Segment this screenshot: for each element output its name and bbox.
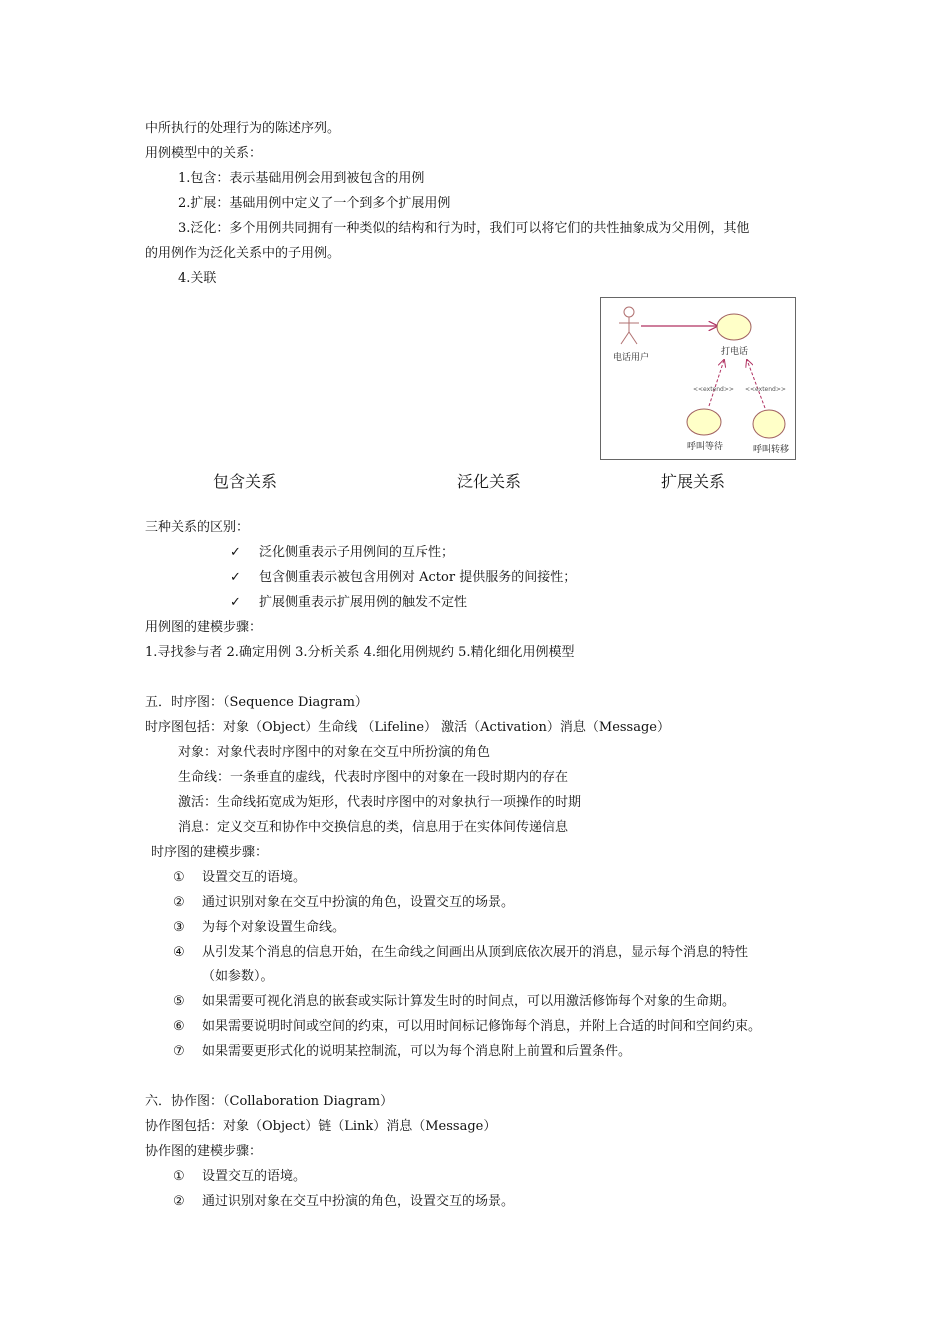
actor-label: 电话用户 xyxy=(613,353,650,363)
check-item: 泛化侧重表示子用例间的互斥性； xyxy=(259,545,455,560)
extend-arrow-left xyxy=(709,360,724,406)
check-icon: ✓ xyxy=(230,545,241,560)
step-number: ⑦ xyxy=(173,1044,185,1059)
section-heading: 六．协作图：（Collaboration Diagram） xyxy=(145,1094,394,1109)
step-text: 为每个对象设置生命线。 xyxy=(202,920,346,935)
step-number: ① xyxy=(173,870,185,885)
step-number: ⑤ xyxy=(173,994,185,1009)
step-number: ④ xyxy=(173,945,185,960)
text-line: 三种关系的区别： xyxy=(145,520,250,535)
step-number: ② xyxy=(173,1194,185,1209)
text-line: 生命线：一条垂直的虚线，代表时序图中的对象在一段时期内的存在 xyxy=(178,770,569,785)
step-text: 如果需要更形式化的说明某控制流，可以为每个消息附上前置和后置条件。 xyxy=(202,1044,632,1059)
stereotype-right: <<extend>> xyxy=(745,386,786,393)
text-line: 用例模型中的关系： xyxy=(145,146,263,161)
text-line: 1.寻找参与者 2.确定用例 3.分析关系 4.细化用例规约 5.精化细化用例模型 xyxy=(145,645,575,660)
section-heading: 五．时序图：（Sequence Diagram） xyxy=(145,695,368,710)
extend-usecase-diagram xyxy=(600,297,796,460)
step-number: ③ xyxy=(173,920,185,935)
step-text: 设置交互的语境。 xyxy=(202,870,307,885)
step-text: 通过识别对象在交互中扮演的角色，设置交互的场景。 xyxy=(202,1194,515,1209)
text-line: 的用例作为泛化关系中的子用例。 xyxy=(145,246,341,261)
step-text-continued: （如参数）。 xyxy=(202,969,274,984)
step-number: ⑥ xyxy=(173,1019,185,1034)
check-item: 包含侧重表示被包含用例对 Actor 提供服务的间接性； xyxy=(259,570,577,585)
step-text: 如果需要可视化消息的嵌套或实际计算发生时的时间点，可以用激活修饰每个对象的生命期。 xyxy=(202,994,736,1009)
step-text: 设置交互的语境。 xyxy=(202,1169,307,1184)
label-generalize-relation: 泛化关系 xyxy=(457,472,522,491)
list-item: 2.扩展：基础用例中定义了一个到多个扩展用例 xyxy=(178,196,451,211)
text-line: 时序图包括：对象（Object）生命线 （Lifeline） 激活（Activation）消息（Message） xyxy=(145,720,670,735)
actor-icon xyxy=(619,307,639,344)
stereotype-left: <<extend>> xyxy=(693,386,734,393)
step-text: 通过识别对象在交互中扮演的角色，设置交互的场景。 xyxy=(202,895,515,910)
text-line: 消息：定义交互和协作中交换信息的类，信息用于在实体间传递信息 xyxy=(178,820,569,835)
check-icon: ✓ xyxy=(230,595,241,610)
check-icon: ✓ xyxy=(230,570,241,585)
text-line: 中所执行的处理行为的陈述序列。 xyxy=(145,121,341,136)
label-extend-relation: 扩展关系 xyxy=(661,472,726,491)
list-item: 1.包含：表示基础用例会用到被包含的用例 xyxy=(178,171,425,186)
usecase-left-label: 呼叫等待 xyxy=(687,442,724,452)
step-text: 从引发某个消息的信息开始，在生命线之间画出从顶到底依次展开的消息，显示每个消息的特性 xyxy=(202,945,749,960)
diagram-graphics xyxy=(601,298,795,459)
text-line: 激活：生命线拓宽成为矩形，代表时序图中的对象执行一项操作的时期 xyxy=(178,795,582,810)
step-number: ② xyxy=(173,895,185,910)
usecase-right-label: 呼叫转移 xyxy=(753,445,790,455)
list-item: 4.关联 xyxy=(178,271,217,286)
extend-arrow-right xyxy=(747,360,765,408)
list-item: 3.泛化：多个用例共同拥有一种类似的结构和行为时，我们可以将它们的共性抽象成为父用例，其他 xyxy=(178,221,750,236)
step-number: ① xyxy=(173,1169,185,1184)
usecase-main-ellipse xyxy=(717,314,751,340)
step-text: 如果需要说明时间或空间的约束，可以用时间标记修饰每个消息，并附上合适的时间和空间约束。 xyxy=(202,1019,762,1034)
text-line: 协作图包括：对象（Object）链（Link）消息（Message） xyxy=(145,1119,497,1134)
text-line: 协作图的建模步骤： xyxy=(145,1144,263,1159)
usecase-main-label: 打电话 xyxy=(721,347,749,357)
label-include-relation: 包含关系 xyxy=(213,472,278,491)
usecase-left-ellipse xyxy=(687,409,721,435)
text-line: 对象：对象代表时序图中的对象在交互中所扮演的角色 xyxy=(178,745,491,760)
text-line: 时序图的建模步骤： xyxy=(151,845,269,860)
text-line: 用例图的建模步骤： xyxy=(145,620,263,635)
check-item: 扩展侧重表示扩展用例的触发不定性 xyxy=(259,595,468,610)
usecase-right-ellipse xyxy=(753,410,785,438)
